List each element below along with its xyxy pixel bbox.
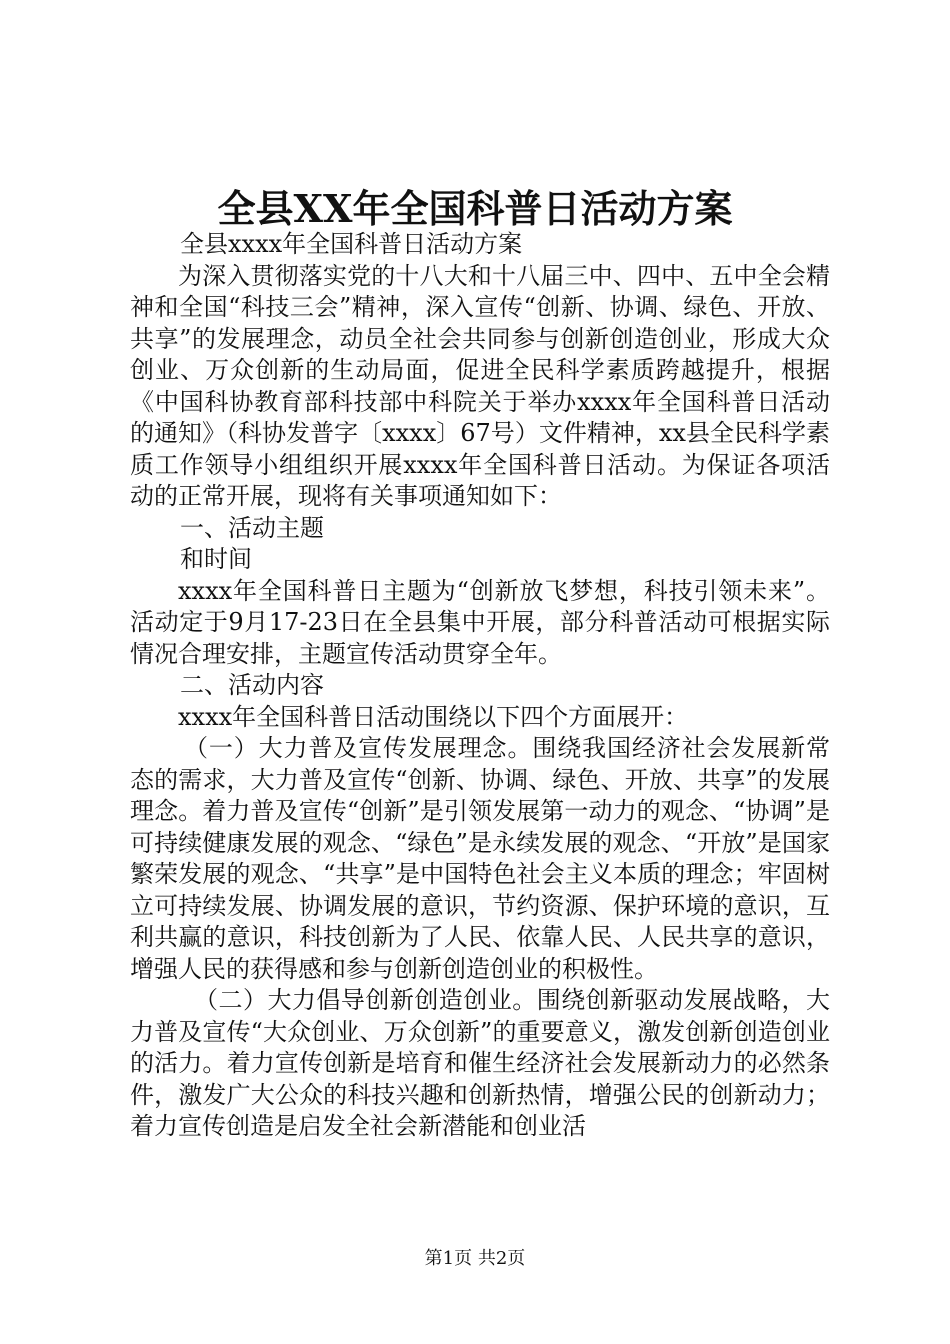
- document-body: [130, 229, 830, 1143]
- intro-paragraph: 为深入贯彻落实党的十八大和十八届三中、四中、五中全会精神和全国“科技三会”精神，深入宣传“创新、协调、绿色、开放、共享”的发展理念，动员全社会共同参与创新创造创业，形成大众创业、万众创新的生动局面，促进全民科学素质跨越提升，根据《中国科协教育部科技部中科院关于举办xxxx年全国科普日活动的通知》（科协发普字〔xxxx〕67号）文件精神，xx县全民科学素质工作领导小组组织开展xxxx年全国科普日活动。为保证各项活动的正常开展，现将有关事项通知如下：: [130, 261, 830, 510]
- content-item-1-paragraph: （一）大力普及宣传发展理念。围绕我国经济社会发展新常态的需求，大力普及宣传“创新、协调、绿色、开放、共享”的发展理念。着力普及宣传“创新”是引领发展第一动力的观念、“协调”是可持续健康发展的观念、“绿色”是永续发展的观念、“开放”是国家繁荣发展的观念、“共享”是中国特色社会主义本质的理念；牢固树立可持续发展、协调发展的意识，节约资源、保护环境的意识，互利共赢的意识，科技创新为了人民、依靠人民、人民共享的意识，增强人民的获得感和参与创新创造创业的积极性。: [130, 734, 830, 983]
- content-item-2-paragraph: （二）大力倡导创新创造创业。围绕创新驱动发展战略，大力普及宣传“大众创业、万众创新”的重要意义，激发创新创造创业的活力。着力宣传创新是培育和催生经济社会发展新动力的必然条件，激发广大公众的科技兴趣和创新热情，增强公民的创新动力；着力宣传创造是启发全社会新潜能和创业活: [130, 986, 830, 1140]
- section-heading-content: 二、活动内容: [180, 671, 324, 699]
- subtitle-paragraph: 全县xxxx年全国科普日活动方案: [180, 230, 523, 258]
- section-heading-theme: 一、活动主题: [180, 513, 324, 542]
- theme-paragraph: xxxx年全国科普日主题为“创新放飞梦想，科技引领未来”。活动定于9月17-23日在全县集中开展，部分科普活动可根据实际情况合理安排，主题宣传活动贯穿全年。: [130, 576, 830, 668]
- section-heading-time: 和时间: [180, 545, 252, 573]
- document-title: 全县XX年全国科普日活动方案: [217, 186, 733, 231]
- content-intro-paragraph: xxxx年全国科普日活动围绕以下四个方面展开：: [178, 702, 689, 731]
- page-footer: 第1页 共2页: [424, 1248, 526, 1269]
